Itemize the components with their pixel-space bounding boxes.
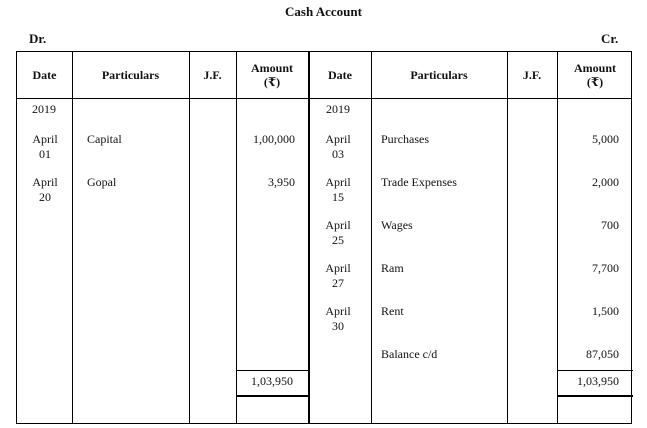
ledger-table (16, 51, 632, 424)
credit-date (320, 261, 356, 291)
credit-total: 1,03,950 (577, 374, 619, 388)
date-day: 30 (332, 319, 344, 333)
credit-label: Cr. (601, 31, 619, 46)
credit-balance-amount: 87,050 (586, 347, 619, 361)
debit-total-line (236, 370, 308, 371)
credit-year: 2019 (326, 102, 350, 116)
date-month: April (325, 261, 351, 275)
debit-particulars: Gopal (87, 175, 117, 189)
date-month: April (325, 304, 351, 318)
col-divider (72, 52, 73, 423)
header-amount-dr (236, 52, 308, 98)
col-divider (371, 52, 372, 423)
header-date-cr: Date (328, 67, 352, 82)
debit-date (27, 132, 63, 162)
debit-amount: 3,950 (268, 175, 295, 189)
debit-year: 2019 (32, 102, 56, 116)
debit-amount: 1,00,000 (253, 132, 295, 146)
debit-total-double-line (236, 395, 308, 397)
date-month: April (32, 132, 58, 146)
credit-date (320, 218, 356, 248)
page-title: Cash Account (285, 4, 362, 19)
credit-total-line (557, 370, 633, 371)
col-divider (189, 52, 190, 423)
date-day: 01 (39, 147, 51, 161)
center-divider (308, 52, 310, 423)
header-currency: (₹) (263, 75, 281, 89)
col-divider (236, 52, 237, 423)
header-particulars-cr: Particulars (410, 67, 468, 82)
debit-date (27, 175, 63, 205)
credit-particulars: Ram (381, 261, 404, 275)
credit-date (320, 132, 356, 162)
credit-particulars: Purchases (381, 132, 429, 146)
col-divider (557, 52, 558, 423)
date-day: 20 (39, 190, 51, 204)
credit-particulars: Trade Expenses (381, 175, 457, 189)
date-day: 15 (332, 190, 344, 204)
header-currency: (₹) (586, 75, 604, 89)
credit-amount: 5,000 (592, 132, 619, 146)
credit-balance-label: Balance c/d (381, 347, 438, 361)
header-amount-label: Amount (250, 60, 293, 75)
date-month: April (325, 175, 351, 189)
debit-label: Dr. (29, 31, 47, 46)
credit-date (320, 304, 356, 334)
header-date-dr: Date (32, 67, 57, 82)
date-month: April (32, 175, 58, 189)
credit-amount: 7,700 (592, 261, 619, 275)
header-underline (17, 98, 631, 99)
date-day: 25 (332, 233, 344, 247)
date-day: 27 (332, 276, 344, 290)
header-jf-cr: J.F. (522, 67, 542, 82)
credit-date (320, 175, 356, 205)
credit-amount: 1,500 (592, 304, 619, 318)
col-divider (507, 52, 508, 423)
header-particulars-dr: Particulars (101, 67, 160, 82)
debit-total: 1,03,950 (251, 374, 293, 388)
credit-total-double-line (557, 395, 633, 397)
header-amount-label: Amount (573, 60, 616, 75)
header-amount-cr (557, 52, 633, 98)
date-month: April (325, 132, 351, 146)
credit-particulars: Wages (381, 218, 413, 232)
credit-amount: 2,000 (592, 175, 619, 189)
debit-particulars: Capital (87, 132, 122, 146)
date-month: April (325, 218, 351, 232)
header-jf-dr: J.F. (203, 67, 222, 82)
credit-particulars: Rent (381, 304, 404, 318)
date-day: 03 (332, 147, 344, 161)
credit-amount: 700 (601, 218, 619, 232)
